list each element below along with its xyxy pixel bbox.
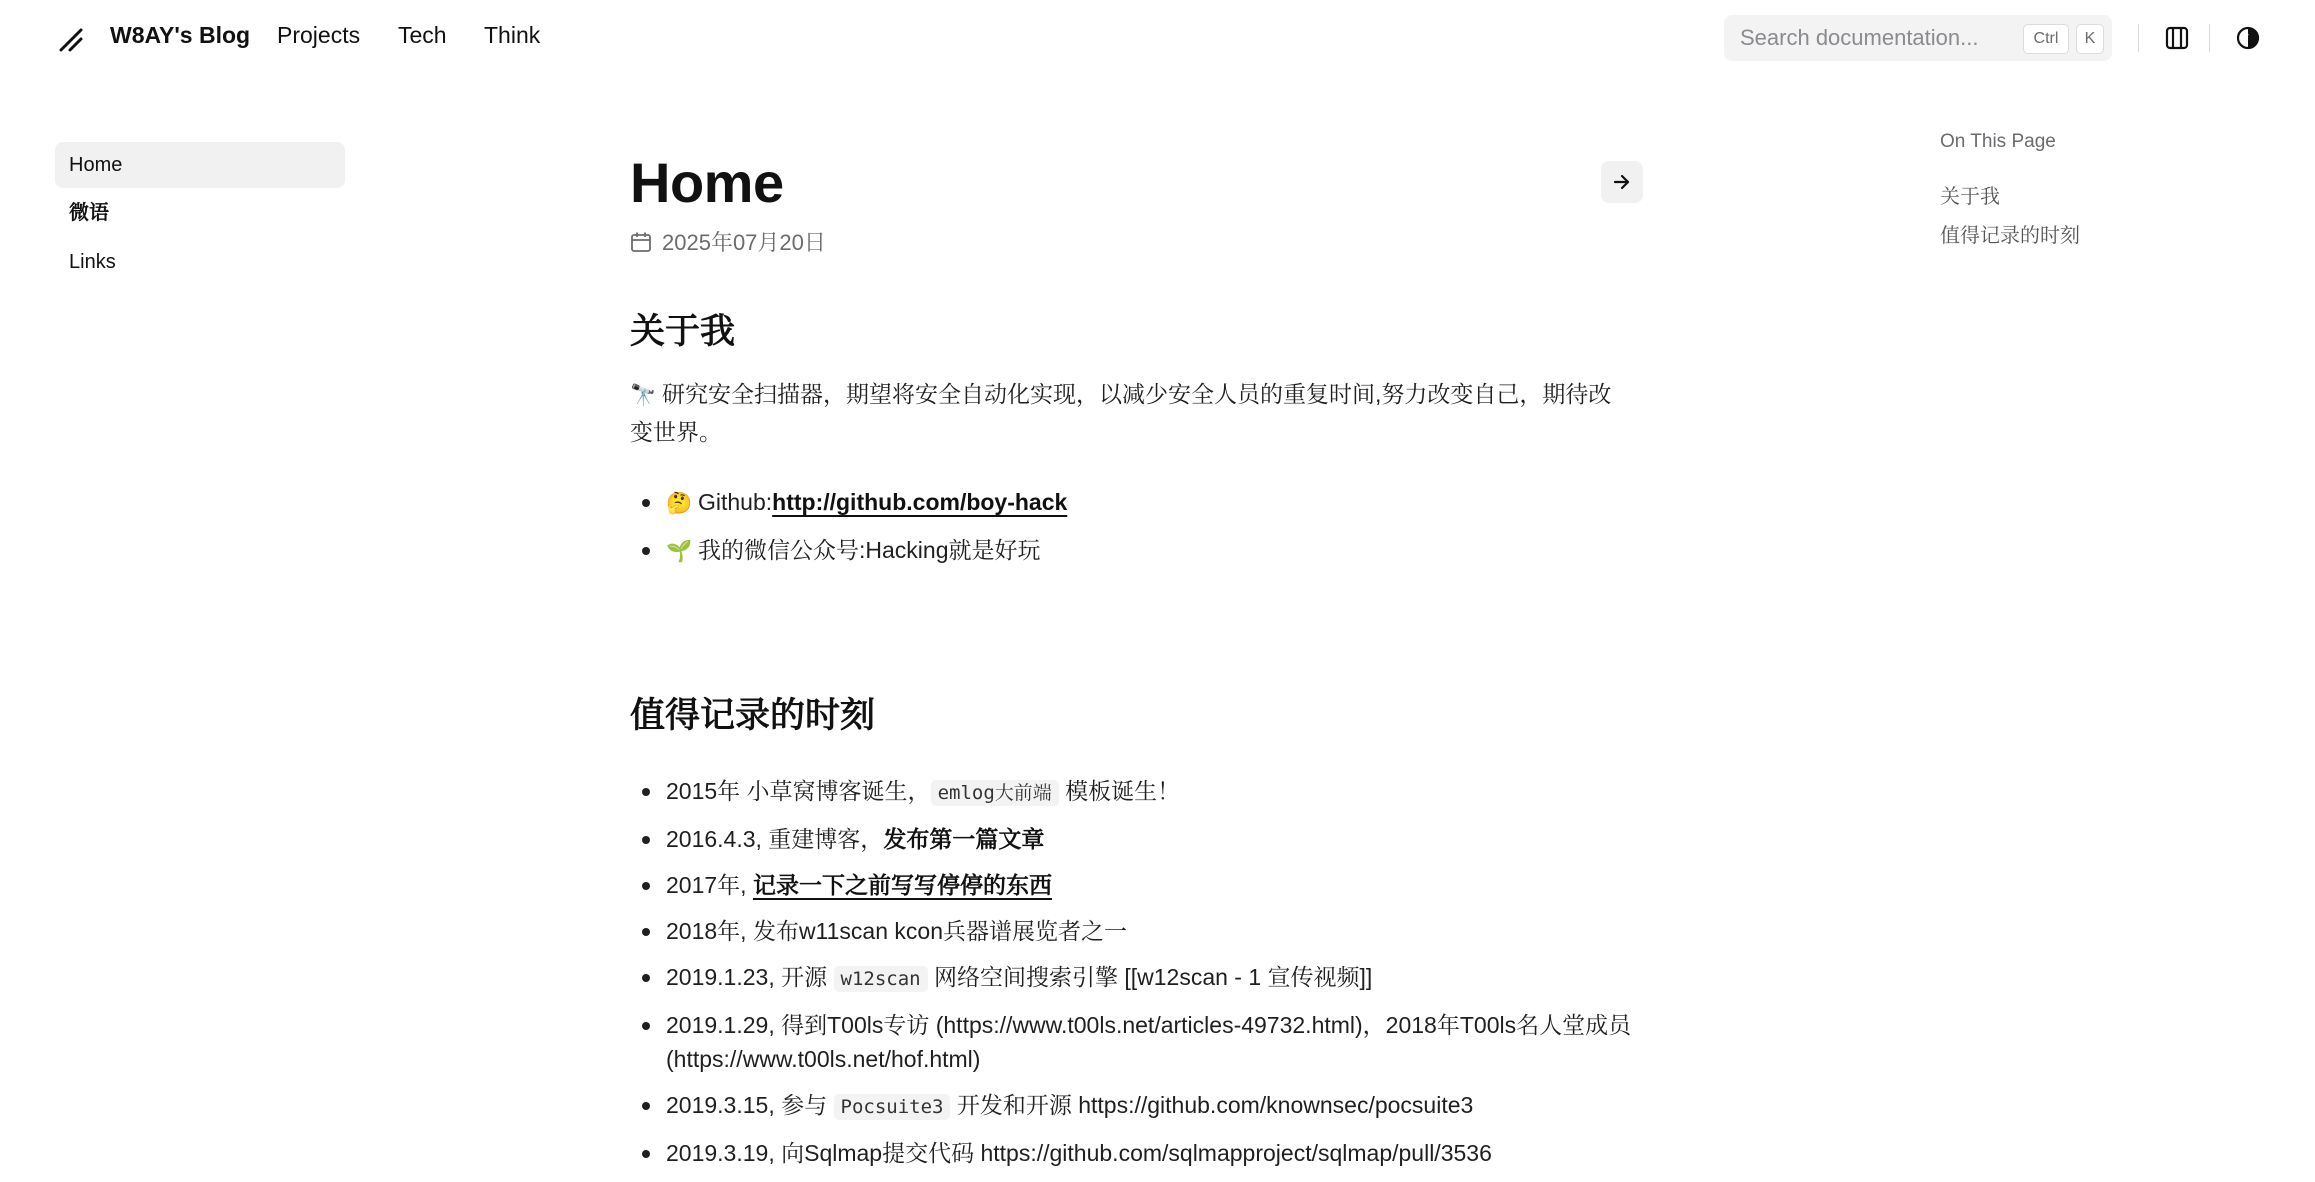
toc-link-about[interactable]: 关于我 (1940, 186, 2000, 208)
moments-heading: 值得记录的时刻 (630, 696, 876, 735)
sidebar-item-home[interactable]: Home (55, 142, 345, 188)
brand-link[interactable]: W8AY's Blog (110, 22, 251, 48)
about-links-list (630, 485, 1640, 569)
header-divider-2 (2209, 24, 2210, 52)
about-intro-text: 研究安全扫描器，期望将安全自动化实现，以减少安全人员的重复时间,努力改变自己，期待改变世界。 (630, 381, 1612, 445)
next-page-button[interactable] (1601, 161, 1643, 203)
list-item (630, 914, 1640, 948)
publish-date: 2025年07月20日 (662, 230, 826, 255)
thinking-face-icon: 🤔 (666, 492, 693, 515)
list-item (630, 1088, 1640, 1124)
moment-text: 2019.1.29, 得到T00ls专访 (https://www.t00ls.net/articles-49732.html)，2018年T00ls名人堂成员 (https://www.t00ls.net/hof.html) (666, 1012, 1632, 1072)
theme-toggle-icon[interactable] (2232, 22, 2264, 54)
moment-text: 2016.4.3, 重建博客， (666, 826, 884, 852)
inline-code: w12scan (834, 966, 928, 992)
moment-text: 模板诞生！ (1065, 778, 1181, 804)
nav-projects[interactable]: Projects (277, 22, 361, 48)
moment-text: 2019.3.19, 向Sqlmap提交代码 https://github.com/sqlmapproject/sqlmap/pull/3536 (666, 1140, 1492, 1166)
github-link[interactable]: http://github.com/boy-hack (772, 489, 1068, 515)
logo-slash-icon[interactable] (56, 25, 86, 55)
github-label: Github: (698, 489, 773, 515)
list-item (630, 774, 1640, 810)
telescope-icon: 🔭 (630, 384, 657, 407)
list-item (630, 822, 1640, 856)
calendar-icon (630, 231, 652, 253)
top-header (0, 0, 2315, 76)
list-item (630, 960, 1640, 996)
nav-tech[interactable]: Tech (398, 22, 447, 48)
moment-text: 网络空间搜索引擎 [[w12scan - 1 宣传视频]] (933, 964, 1373, 990)
list-item (630, 1008, 1640, 1076)
nav-think[interactable]: Think (484, 22, 541, 48)
moment-text: 2015年 小草窝博客诞生， (666, 778, 931, 804)
moments-list (630, 774, 1640, 1182)
inline-code: Pocsuite3 (834, 1094, 951, 1120)
sidebar-item-weiyu[interactable]: 微语 (69, 202, 109, 224)
list-item (630, 533, 1640, 569)
publish-date-row (630, 226, 826, 257)
about-intro (630, 376, 1630, 451)
arrow-right-icon (1612, 172, 1632, 192)
moment-text: 2019.1.23, 开源 (666, 964, 834, 990)
moment-text: 开发和开源 https://github.com/knownsec/pocsuite3 (956, 1092, 1474, 1118)
kbd-k: K (2076, 24, 2104, 54)
about-heading: 关于我 (630, 312, 736, 351)
search-input[interactable] (1724, 15, 2010, 61)
list-item (630, 868, 1640, 902)
kbd-ctrl: Ctrl (2023, 24, 2069, 54)
header-divider (2138, 24, 2139, 52)
moment-text: 2019.3.15, 参与 (666, 1092, 834, 1118)
moment-bold: 发布第一篇文章 (883, 826, 1045, 852)
list-item (630, 1136, 1640, 1170)
moment-text: 2017年, (666, 872, 753, 898)
page-title: Home (630, 151, 784, 214)
toc-title: On This Page (1940, 131, 2056, 152)
search-box[interactable] (1724, 15, 2112, 61)
wechat-text: 我的微信公众号:Hacking就是好玩 (698, 537, 1041, 563)
list-item (630, 485, 1640, 521)
moment-link[interactable]: 记录一下之前写写停停的东西 (752, 872, 1052, 898)
sidebar-toggle-icon[interactable] (2161, 22, 2193, 54)
inline-code: emlog大前端 (931, 780, 1059, 806)
moment-text: 2018年, 发布w11scan kcon兵器谱展览者之一 (666, 918, 1127, 944)
seedling-icon: 🌱 (666, 540, 693, 563)
sidebar-item-links[interactable]: Links (69, 251, 116, 273)
toc-link-moments[interactable]: 值得记录的时刻 (1940, 225, 2080, 247)
